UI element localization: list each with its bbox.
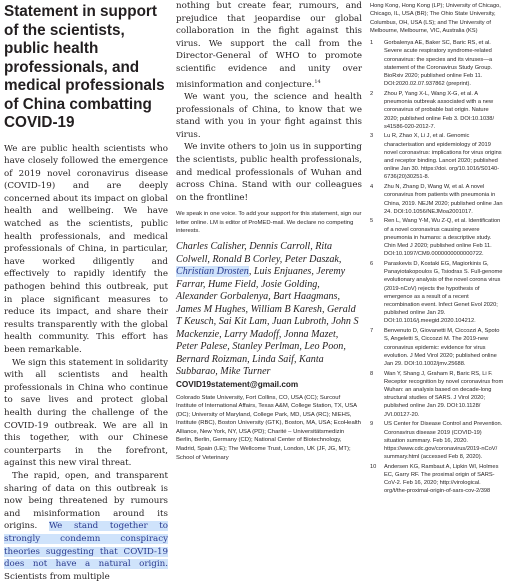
reference-text: Wan Y, Shang J, Graham R, Baric RS, Li F. Receptor recognition by novel coronavirus from Wuhan: an analysis based on decade-long structural studies of SARS. J Virol 2020; published online Jan 29. DOI:10.1128/ JVI.00127-20. bbox=[384, 371, 503, 418]
reference-list bbox=[370, 39, 504, 495]
paragraph-text: nothing but create fear, rumours, and prejudice that jeopardise our global collaboration in the fight against this virus. We support the call from the Director-General of WHO to promote scientific evidence and unity over misinformation and conjecture. bbox=[176, 1, 362, 89]
affiliations: Colorado State University, Fort Collins, CO, USA (CC); Surcouf Institute of International Affairs, Texas A&M, College Station, TX, USA (DC); University of Maryland, College Park, MD, USA (RC); NIEHS, Institute (RBC), Boston University (GTK), Boston, MA, USA; EcoHealth Alliance, New York, NY, USA (PD); Charité – Universitätsmedizin Berlin, Berlin, Germany (CD); National Center of Biotechnology, Madrid, Spain (LE); The Wellcome Trust, London, UK (JF, JG, MT); School of Veterinary bbox=[176, 394, 362, 463]
reference-item bbox=[370, 370, 504, 419]
signatory-names: Charles Calisher, Dennis Carroll, Rita Colwell, Ronald B Corley, Peter Daszak, bbox=[176, 241, 341, 265]
signatory-list bbox=[176, 241, 362, 379]
column-middle bbox=[176, 0, 362, 546]
paragraph: We sign this statement in solidarity with all scientists and health professionals in China who continue to save lives and protect global health during the challenge of the COVID-19 outbreak. We are all in this together, with our Chinese counterparts in the forefront, against this new viral threat. bbox=[4, 357, 168, 470]
reference-item bbox=[370, 463, 504, 496]
reference-number: 1 bbox=[370, 39, 373, 47]
paragraph bbox=[4, 470, 168, 583]
paragraph-text: The rapid, open, and transparent sharing of data on this outbreak is now being threatened by rumours and misinformation around its origins. bbox=[4, 471, 168, 531]
highlighted-text[interactable]: We stand together to strongly condemn conspiracy theories suggesting that COVID-19 does not have a natural origin. bbox=[4, 521, 168, 569]
affiliations-continued: Hong Kong, Hong Kong (LP); University of Chicago, Chicago, IL, USA (BR); The Ohio State University, Columbus, OH, USA (LS); and The University of Melbourne, Melbourne, VIC, Australia (KS) bbox=[370, 2, 504, 35]
reference-number: 4 bbox=[370, 183, 373, 191]
reference-text: Zhu N, Zhang D, Wang W, et al. A novel coronavirus from patients with pneumonia in China, 2019. NEJM 2020; published online Jan 24. DOI:10.1056/NEJMoa2001017. bbox=[384, 184, 503, 215]
reference-number: 9 bbox=[370, 420, 373, 428]
article-body-middle bbox=[176, 0, 362, 204]
reference-number: 8 bbox=[370, 370, 373, 378]
reference-number: 6 bbox=[370, 260, 373, 268]
paragraph: We want you, the science and health professionals of China, to know that we stand with you in your fight against this virus. bbox=[176, 91, 362, 141]
reference-text: Benvenuto D, Giovanetti M, Ciccozzi A, Spoto S, Angeletti S, Ciccozzi M. The 2019-new coronavirus epidemic: evidence for virus evolution. J Med Virol 2020; published online Jan 29. DOI:10.1002/jmv.25688. bbox=[384, 328, 499, 367]
reference-text: Ren L, Wang Y-M, Wu Z-Q, et al. Identification of a novel coronavirus causing severe pneumonia in humans: a descriptive study. Chin Med J 2020; published online Feb 11. DOI:10.1097/CM9.0000000000000722. bbox=[384, 218, 500, 257]
paragraph: We are public health scientists who have closely followed the emergence of 2019 novel coronavirus disease (COVID-19) and are deeply concerned about its impact on global health and wellbeing. We have watched as the scientists, public health professionals, and medical professionals of China, in particular, have worked diligently and effectively to rapidly identify the pathogen behind this outbreak, put in place significant measures to reduce its impact, and share their results transparently with the global health community. This effort has been remarkable. bbox=[4, 143, 168, 357]
highlighted-signatory[interactable]: Christian Drosten bbox=[176, 266, 249, 277]
paragraph-text: Scientists from multiple bbox=[4, 572, 110, 582]
reference-item bbox=[370, 39, 504, 88]
competing-interests-note: We speak in one voice. To add your support for this statement, sign our letter online. LM is editor of ProMED-mail. We declare no competing interests. bbox=[176, 210, 362, 235]
reference-number: 2 bbox=[370, 90, 373, 98]
reference-text: Paraskevis D, Kostaki EG, Magiorkinis G, Panayiotakopoulos G, Tsiodras S. Full-genome evolutionary analysis of the novel corona virus (2019-nCoV) rejects the hypothesis of emergence as a result of a recent recombination event. Infect Genet Evol 2020; published online Jan 29. DOI:10.1016/j.meegid.2020.104212. bbox=[384, 261, 502, 324]
reference-item bbox=[370, 90, 504, 131]
reference-number: 10 bbox=[370, 463, 376, 471]
reference-text: Andersen KG, Rambaut A, Lipkin WI, Holmes EC, Garry RF. The proximal origin of SARS-CoV-2. Feb 16, 2020; http://virological. org/t/the-proximal-origin-of-sars-cov-2/398 bbox=[384, 464, 498, 495]
reference-text: Gorbalenya AE, Baker SC, Baric RS, et al. Severe acute respiratory syndrome-related coronavirus: the species and its viruses—a statement of the Coronavirus Study Group. BioRxiv 2020; published online Feb 11. DOI:2020.02.07.937862 (preprint). bbox=[384, 40, 492, 87]
article-body-left bbox=[4, 143, 168, 583]
article-title: Statement in support of the scientists, public health professionals, and medical professionals of China combatting COVID-19 bbox=[4, 3, 168, 133]
reference-text: US Center for Disease Control and Prevention. Coronavirus disease 2019 (COVID-19) situation summary. Feb 16, 2020. https://www.cdc.gov/coronavirus/2019-nCoV/ summary.html (accessed Feb 8, 2020). bbox=[384, 421, 502, 460]
reference-number: 7 bbox=[370, 327, 373, 335]
reference-item bbox=[370, 132, 504, 181]
paragraph bbox=[176, 0, 362, 91]
column-right bbox=[370, 0, 504, 546]
reference-number: 5 bbox=[370, 217, 373, 225]
reference-item bbox=[370, 327, 504, 368]
column-left bbox=[4, 0, 168, 546]
paragraph: We invite others to join us in supporting the scientists, public health professionals, and medical professionals of Wuhan and across China. Stand with our colleagues on the frontline! bbox=[176, 141, 362, 204]
reference-item bbox=[370, 217, 504, 258]
reference-text: Lu R, Zhao X, Li J, et al. Genomic characterisation and epidemiology of 2019 novel coronavirus: implications for virus origins and receptor binding. Lancet 2020; published online Jan 30. https://doi. org/10.1016/S0140-6736(20)30251-8. bbox=[384, 133, 502, 180]
contact-email[interactable]: COVID19statement@gmail.com bbox=[176, 380, 362, 389]
reference-text: Zhou P, Yang X-L, Wang X-G, et al. A pneumonia outbreak associated with a new coronavirus of probable bat origin. Nature 2020; published online Feb 3. DOI:10.1038/ s41586-020-2012-7. bbox=[384, 91, 494, 130]
reference-item bbox=[370, 260, 504, 326]
reference-marker[interactable]: 14 bbox=[314, 79, 320, 85]
reference-item bbox=[370, 183, 504, 216]
reference-item bbox=[370, 420, 504, 461]
reference-number: 3 bbox=[370, 132, 373, 140]
signatory-names: , Luis Enjuanes, Jeremy Farrar, Hume Field, Josie Golding, Alexander Gorbalenya, Bart Haagmans, James M Hughes, William B Karesh, Gerald T Keusch, Sai Kit Lam, Juan Lubroth, John S Mackenzie, Larry Madoff, Jonna Mazet, Peter Palese, Stanley Perlman, Leo Poon, Bernard Roizman, Linda Saif, Kanta Subbarao, Mike Turner bbox=[176, 266, 359, 377]
